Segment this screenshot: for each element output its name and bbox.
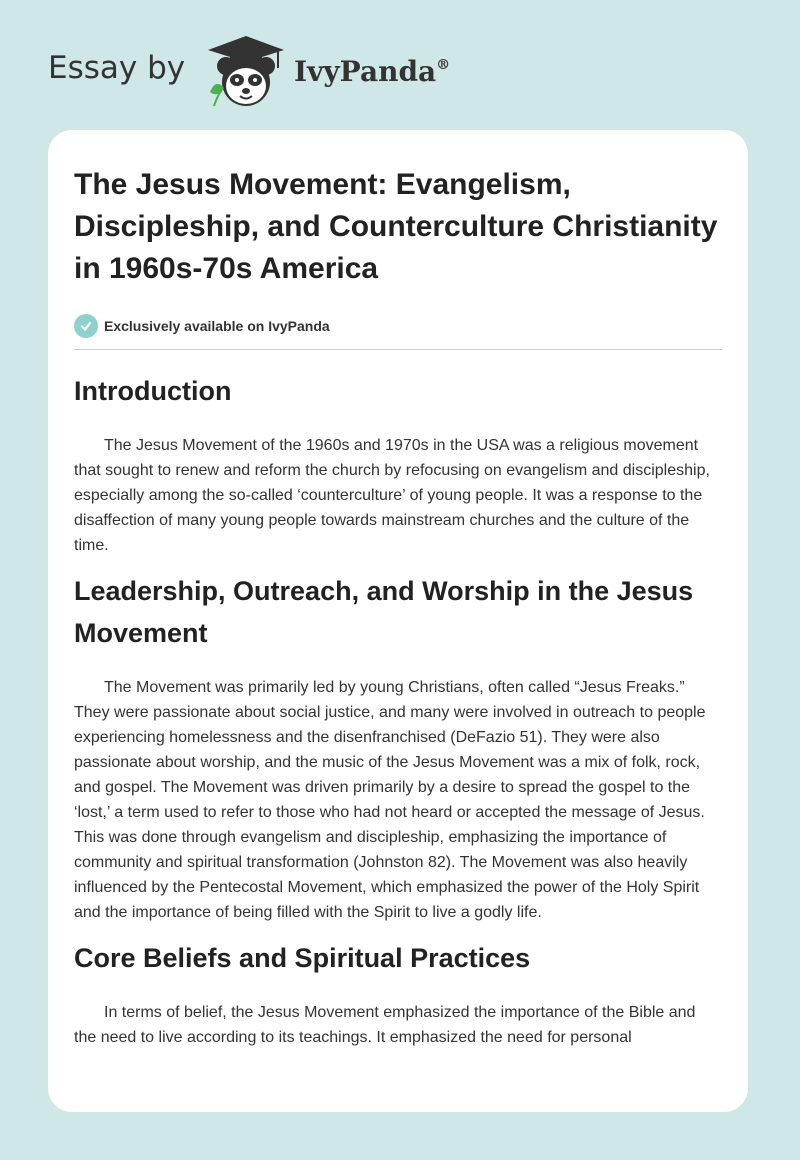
- check-icon: [74, 314, 98, 338]
- exclusive-badge: [74, 313, 722, 339]
- section-heading-introduction: Introduction: [74, 376, 232, 406]
- section-paragraph-leadership: The Movement was primarily led by young Christians, often called “Jesus Freaks.” They were passionate about social justice, and many were involved in outreach to people experiencing homelessness and the disenfranchised (DeFazio 51). They were also passionate about worship, and the music of the Jesus Movement was a mix of folk, rock, and gospel. The Movement was driven primarily by a desire to spread the gospel to the ‘lost,’ a term used to refer to those who had not heard or accepted the message of Jesus. This was done through evangelism and discipleship, emphasizing the importance of community and spiritual transformation (Johnston 82). The Movement was also heavily influenced by the Pentecostal Movement, which emphasized the power of the Holy Spirit and the importance of being filled with the Spirit to live a godly life.: [74, 679, 706, 921]
- title-divider: [74, 349, 722, 350]
- site-header: [48, 34, 748, 114]
- section-heading-core-beliefs: Core Beliefs and Spiritual Practices: [74, 943, 531, 973]
- essay-title: The Jesus Movement: Evangelism, Discipleship, and Counterculture Christianity in 1960s-70s America: [74, 168, 718, 285]
- brand-label: IvyPanda: [294, 55, 437, 88]
- essay-card: [48, 130, 748, 1112]
- essay-by-label: Essay by: [48, 50, 186, 86]
- section-paragraph-core-beliefs: In terms of belief, the Jesus Movement emphasized the importance of the Bible and the need to live according to its teachings. It emphasized the need for personal: [74, 1004, 696, 1046]
- section-paragraph-introduction: The Jesus Movement of the 1960s and 1970s in the USA was a religious movement that sought to renew and reform the church by refocusing on evangelism and discipleship, especially among the so-called ‘counterculture’ of young people. It was a response to the disaffection of many young people towards mainstream churches and the culture of the time.: [74, 437, 710, 554]
- exclusive-badge-label: Exclusively available on IvyPanda: [104, 318, 330, 334]
- brand-name[interactable]: [294, 55, 450, 88]
- registered-mark: ®: [436, 57, 451, 73]
- section-heading-leadership: Leadership, Outreach, and Worship in the Jesus Movement: [74, 576, 694, 648]
- panda-logo-icon[interactable]: [204, 34, 288, 110]
